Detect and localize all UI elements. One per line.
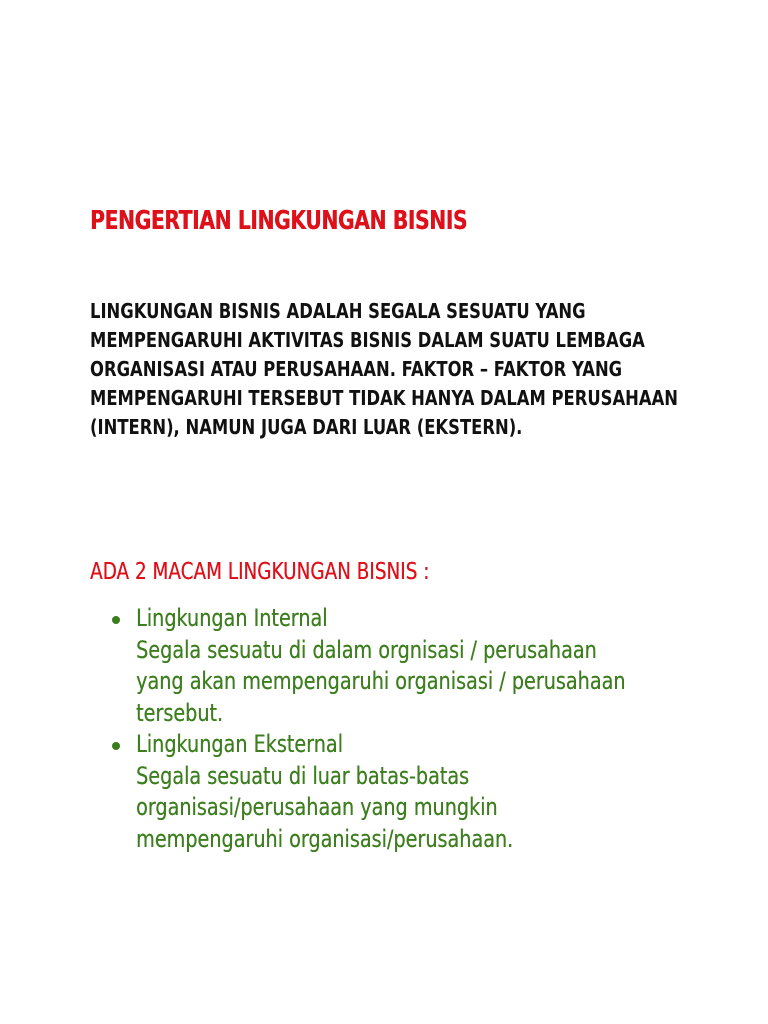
list-item-text [136,729,629,855]
list-item-title: Lingkungan Internal [136,604,328,632]
document-title: PENGERTIAN LINGKUNGAN BISNIS [90,206,468,236]
list-item-line: mempengaruhi organisasi/perusahaan. [136,824,514,853]
list-item-line: Segala sesuatu di dalam orgnisasi / perusahaan [136,635,597,664]
paragraph-line: LINGKUNGAN BISNIS ADALAH SEGALA SESUATU YANG [90,299,586,323]
paragraph-line: MEMPENGARUHI AKTIVITAS BISNIS DALAM SUATU LEMBAGA [90,328,645,352]
list-item-text [136,603,629,729]
bullet-icon [112,742,120,750]
bullet-list [112,603,752,855]
list-item-title: Lingkungan Eksternal [136,730,343,758]
list-item-line: Segala sesuatu di luar batas-batas [136,761,470,790]
section-heading: ADA 2 MACAM LINGKUNGAN BISNIS : [90,559,430,585]
list-item-internal [112,603,752,729]
bullet-icon [112,616,120,624]
paragraph-line: ORGANISASI ATAU PERUSAHAAN. FAKTOR – FAKTOR YANG [90,357,623,381]
list-item-line: organisasi/perusahaan yang mungkin [136,793,498,821]
list-item-line: tersebut. [136,698,224,727]
list-item-external [112,729,752,855]
paragraph-line: MEMPENGARUHI TERSEBUT TIDAK HANYA DALAM PERUSAHAAN [90,386,679,410]
list-item-line: yang akan mempengaruhi organisasi / perusahaan [136,667,626,695]
definition-paragraph [90,297,679,442]
paragraph-line: (INTERN), NAMUN JUGA DARI LUAR (EKSTERN). [90,415,523,439]
